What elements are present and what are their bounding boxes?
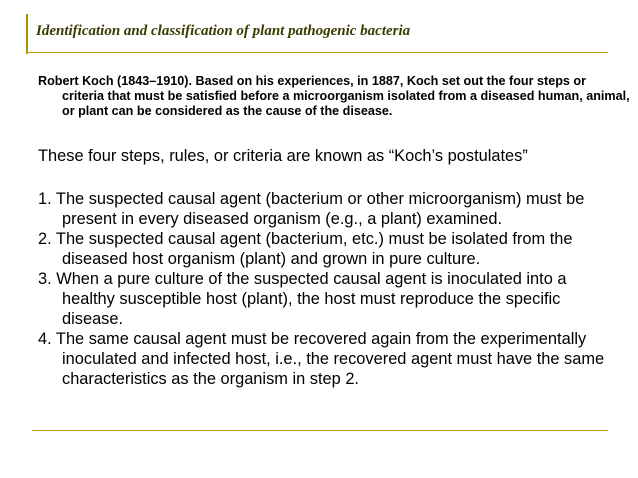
bottom-divider	[32, 430, 608, 431]
summary-line: These four steps, rules, or criteria are known as “Koch’s postulates”	[38, 147, 528, 165]
postulate-item: 4. The same causal agent must be recovered again from the experimentally inoculated and infected host, i.e., the recovered agent must have the same characteristics as the organism in step 2.	[38, 330, 605, 388]
postulate-item: 2. The suspected causal agent (bacterium, etc.) must be isolated from the diseased host organism (plant) and grown in pure culture.	[38, 230, 573, 268]
postulate-item: 1. The suspected causal agent (bacterium or other microorganism) must be present in every diseased organism (e.g., a plant) examined.	[38, 190, 585, 228]
left-accent-bar	[26, 14, 28, 54]
title-divider	[26, 52, 608, 53]
intro-paragraph: Robert Koch (1843–1910). Based on his experiences, in 1887, Koch set out the four steps or criteria that must be satisfied before a microorganism isolated from a diseased human, animal, or plant can be considered as the cause of the disease.	[38, 74, 630, 118]
postulate-item: 3. When a pure culture of the suspected causal agent is inoculated into a healthy susceptible host (plant), the host must reproduce the specific disease.	[38, 270, 567, 328]
slide-title: Identification and classification of plant pathogenic bacteria	[36, 23, 411, 39]
postulates-list	[38, 189, 612, 389]
